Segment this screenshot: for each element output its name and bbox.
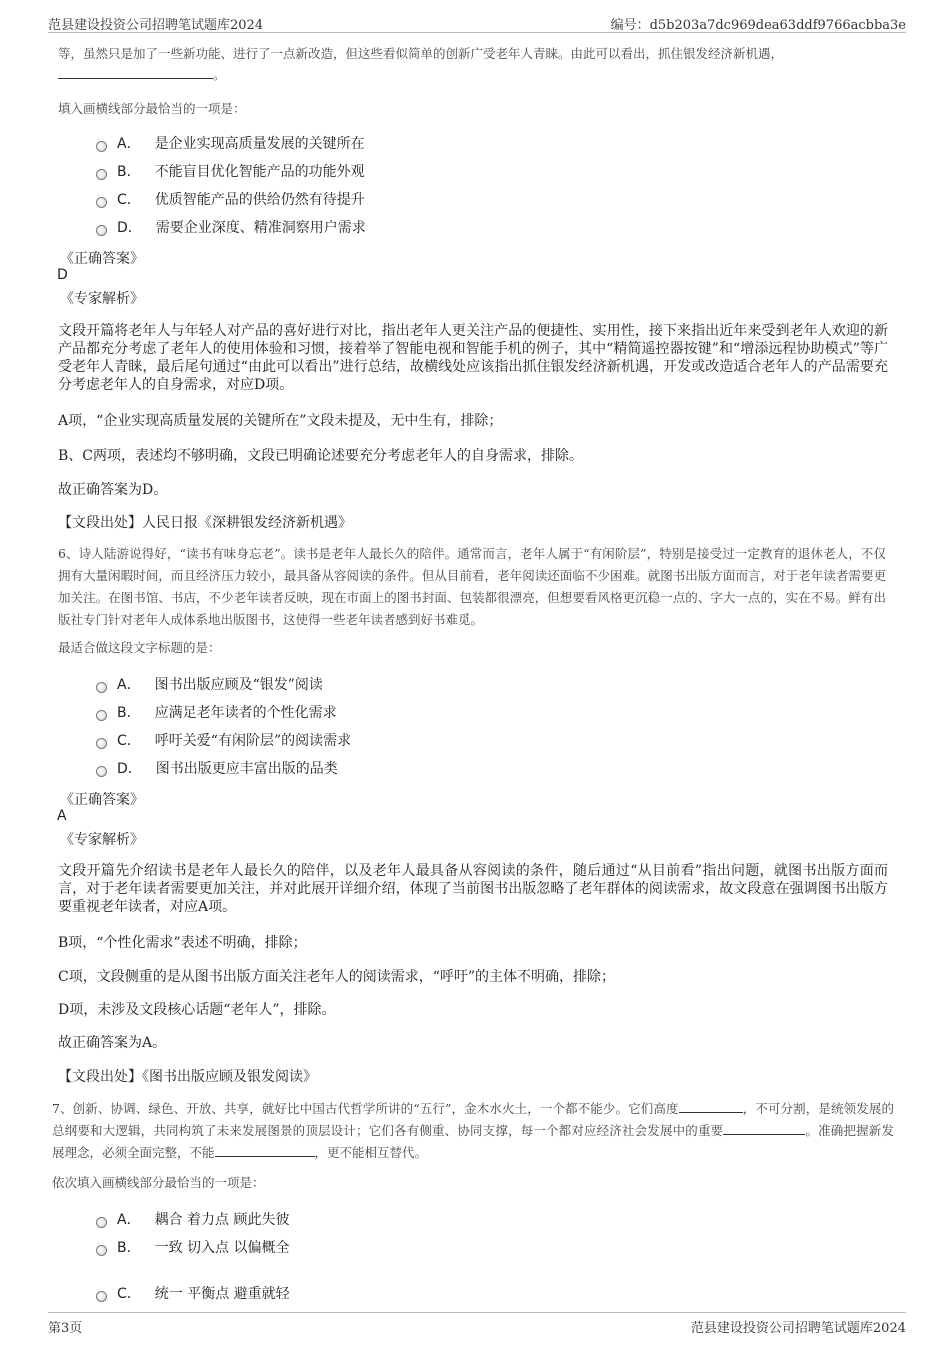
q5-note-bc: B、C两项，表述均不够明确，文段已明确论述要充分考虑老年人的自身需求，排除。: [58, 448, 583, 464]
q7-option-a[interactable]: A． 耦合 着力点 顾此失彼: [96, 1208, 289, 1230]
radio-icon[interactable]: [96, 225, 107, 236]
footer-title: 范县建设投资公司招聘笔试题库2024: [690, 1321, 906, 1336]
fill-blank: [215, 1144, 315, 1157]
q5-tail-text: 等，虽然只是加了一些新功能、进行了一点新改造，但这些看似简单的创新广受老年人青睐。由此可以看出，抓住银发经济新机遇，: [58, 46, 784, 61]
q5-analysis: 文段开篇将老年人与年轻人对产品的喜好进行对比，指出老年人更关注产品的便捷性、实用性，接下来指出近年来受到老年人欢迎的新产品都充分考虑了老年人的使用体验和习惯，接着举了智能电视和智能手机的例子，其中“精简遥控器按键”和“增添远程协助模式”等广受老年人青睐，最后尾句通过“由此可以看出”进行总结，故横线处应该指出抓住银发经济新机遇，开发或改造适合老年人的产品需要充分考虑老年人的自身需求，对应D项。: [58, 323, 888, 393]
q6-analysis: 文段开篇先介绍读书是老年人最长久的陪伴，以及老年人最具备从容阅读的条件，随后通过“从目前看”指出问题，就图书出版方面而言，对于老年读者需要更加关注，并对此展开详细介绍，体现了当前图书出版忽略了老年群体的阅读需求，故文段意在强调图书出版方要重视老年读者，对应A项。: [58, 863, 888, 915]
q6-option-b[interactable]: B． 应满足老年读者的个性化需求: [96, 701, 337, 723]
q5-tail-blank-line: 。: [58, 64, 226, 86]
q7-stem: 7、创新、协调、绿色、开放、共享，就好比中国古代哲学所讲的“五行”，金木水火土，一个都不能少。它们高度 ，不可分割，是统领发展的总纲要和大逻辑，共同构筑了未来发展图景的顶层设计；它们各有侧重、协同支撑，每一个都对应经济社会发展中的重要 。准确把握新发展理念，必须全面完整，不能 ，更不能相互替代。: [52, 1101, 894, 1160]
radio-icon[interactable]: [96, 197, 107, 208]
fill-blank: [679, 1100, 743, 1113]
page-header: [48, 10, 906, 33]
q5-conclusion: 故正确答案为D。: [58, 482, 168, 498]
q6-answer: A: [57, 808, 67, 824]
q5-option-c[interactable]: C． 优质智能产品的供给仍然有待提升: [96, 188, 365, 210]
radio-icon[interactable]: [96, 169, 107, 180]
radio-icon[interactable]: [96, 710, 107, 721]
q7-prompt: 依次填入画横线部分最恰当的一项是：: [52, 1175, 265, 1190]
q7-option-c[interactable]: C． 统一 平衡点 避重就轻: [96, 1282, 290, 1304]
radio-icon[interactable]: [96, 738, 107, 749]
header-title: 范县建设投资公司招聘笔试题库2024: [48, 18, 264, 33]
fill-blank: [58, 66, 213, 79]
q5-answer-label: 《正确答案》: [60, 251, 144, 267]
q6-note-c: C项，文段侧重的是从图书出版方面关注老年人的阅读需求，“呼吁”的主体不明确，排除；: [58, 969, 616, 985]
q5-option-d[interactable]: D． 需要企业深度、精准洞察用户需求: [96, 216, 366, 238]
q6-option-d[interactable]: D． 图书出版更应丰富出版的品类: [96, 757, 338, 779]
q6-source: 【文段出处】《图书出版应顾及银发阅读》: [58, 1069, 317, 1085]
q5-note-a: A项，“企业实现高质量发展的关键所在”文段未提及，无中生有，排除；: [58, 413, 503, 429]
q5-answer: D: [57, 267, 68, 283]
radio-icon[interactable]: [96, 1245, 107, 1256]
q5-prompt: 填入画横线部分最恰当的一项是：: [58, 101, 246, 116]
radio-icon[interactable]: [96, 1291, 107, 1302]
q7-option-b[interactable]: B． 一致 切入点 以偏概全: [96, 1236, 290, 1258]
page-footer: [48, 1312, 906, 1335]
q6-note-d: D项，未涉及文段核心话题“老年人”，排除。: [58, 1002, 336, 1018]
q5-source: 【文段出处】人民日报《深耕银发经济新机遇》: [58, 515, 352, 531]
q6-prompt: 最适合做这段文字标题的是：: [58, 640, 221, 655]
q5-analysis-label: 《专家解析》: [60, 291, 144, 307]
fill-blank: [723, 1122, 787, 1135]
page-number: 第3页: [48, 1321, 83, 1336]
fill-blank: [787, 1122, 805, 1135]
header-code: 编号：d5b203a7dc969dea63ddf9766acbba3e: [610, 18, 906, 33]
q5-option-a[interactable]: A． 是企业实现高质量发展的关键所在: [96, 132, 365, 154]
q5-option-b[interactable]: B． 不能盲目优化智能产品的功能外观: [96, 160, 365, 182]
q6-note-b: B项，“个性化需求”表述不明确，排除；: [58, 935, 307, 951]
radio-icon[interactable]: [96, 1217, 107, 1228]
radio-icon[interactable]: [96, 682, 107, 693]
q6-conclusion: 故正确答案为A。: [58, 1035, 167, 1051]
radio-icon[interactable]: [96, 766, 107, 777]
q6-analysis-label: 《专家解析》: [60, 832, 144, 848]
q6-option-c[interactable]: C． 呼吁关爱“有闲阶层”的阅读需求: [96, 729, 351, 751]
radio-icon[interactable]: [96, 141, 107, 152]
q6-option-a[interactable]: A． 图书出版应顾及“银发”阅读: [96, 673, 323, 695]
q6-stem: 6、诗人陆游说得好，“读书有味身忘老”。读书是老年人最长久的陪伴。通常而言，老年人属于“有闲阶层”，特别是接受过一定教育的退休老人，不仅拥有大量闲暇时间，而且经济压力较小，最具备从容阅读的条件。但从目前看，老年阅读还面临不少困难。就图书出版方面而言，对于老年读者需要更加关注。在图书馆、书店，不少老年读者反映，现在市面上的图书封面、包装都很漂亮，但想要看风格更沉稳一点的、字大一点的，实在不易。鲜有出版社专门针对老年人成体系地出版图书，这使得一些老年读者感到好书难觅。: [58, 546, 886, 627]
q6-answer-label: 《正确答案》: [60, 792, 144, 808]
